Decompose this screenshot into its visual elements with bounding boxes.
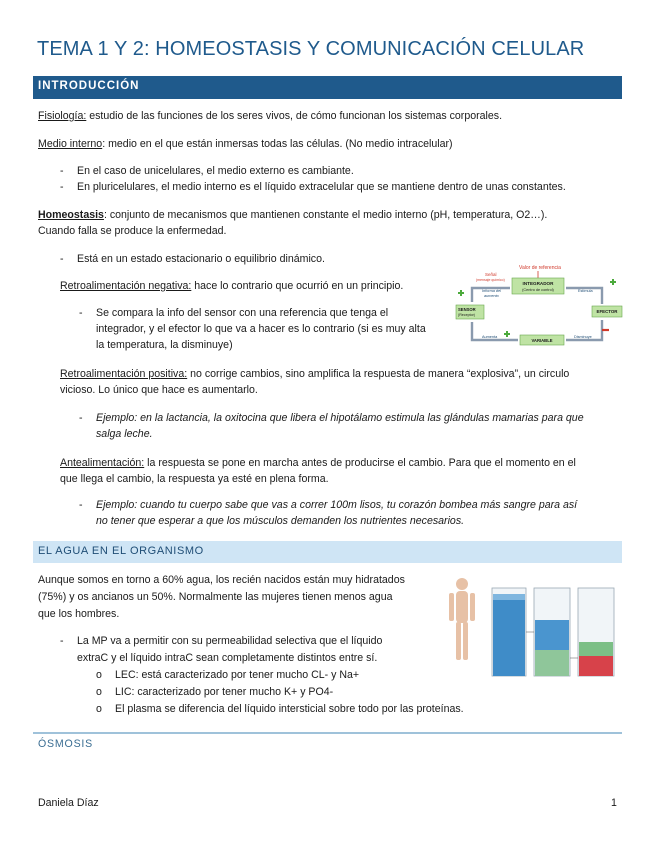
paragraph-antealimentacion: Antealimentación: la respuesta se pone en marcha antes de producirse el cambio. Para que el momento en el [60,457,576,469]
example-item: Ejemplo: cuando tu cuerpo sabe que vas a correr 100m lisos, tu corazón bombea más sangre para así [96,499,578,511]
list-item: Está en un estado estacionario o equilibrio dinámico. [77,253,325,265]
paragraph-medio-interno: Medio interno: medio en el que están inmersas todas las células. (No medio intracelular) [38,138,453,150]
beaker-1-icon [492,588,526,676]
paragraph-water-cont: que los hombres. [38,608,120,620]
paragraph-retro-negativa: Retroalimentación negativa: hace lo contrario que ocurrió en un principio. [60,280,404,292]
bullet-dash: - [79,412,83,424]
section-title: INTRODUCCIÓN [38,80,140,92]
divider [33,732,622,734]
list-item: integrador, y el efector lo que va a hacer es lo contrario (si es muy alta [96,323,426,335]
integrator-sublabel: (Centro de control) [522,288,554,292]
footer-author: Daniela Díaz [38,797,99,809]
integrator-label: INTEGRADOR [522,281,554,286]
list-item-cont: extraC y el líquido intraC sean completamente distintos entre sí. [77,652,378,664]
plus-icon [504,331,510,337]
paragraph-water-cont: (75%) y os ancianos un 50%. Normalmente las mujeres tienen menos agua [38,591,393,603]
paragraph-retro-positiva: Retroalimentación positiva: no corrige cambios, sino amplifica la respuesta de manera “explosiva”, un circulo [60,368,570,380]
circle-bullet: o [96,703,102,715]
example-item: Ejemplo: en la lactancia, la oxitocina que libera el hipotálamo estimula las glándulas mamarias para que [96,412,584,424]
decreases-label: Disminuye [574,335,592,339]
section-title: EL AGUA EN EL ORGANISMO [38,545,204,557]
paragraph-fisiologia: Fisiología: estudio de las funciones de los seres vivos, de cómo funcionan los sistemas corporales. [38,110,503,122]
plus-icon [610,279,616,285]
list-item: En el caso de unicelulares, el medio externo es cambiante. [77,165,354,177]
human-figure-icon [449,578,475,660]
bullet-dash: - [60,253,64,265]
sub-list-item: LIC: caracterizado por tener mucho K+ y PO4- [115,686,334,698]
example-item-cont: no tener que esperar a que los músculos demanden los nutrientes necesarios. [96,515,465,527]
paragraph-water: Aunque somos en torno a 60% agua, los recién nacidos están muy hidratados [38,574,405,586]
paragraph-homeostasis: Homeostasis: conjunto de mecanismos que mantienen constante el medio interno (pH, temperatura, O2…). [38,209,548,221]
section-title-osmosis: ÓSMOSIS [38,738,94,750]
sub-list-item: LEC: está caracterizado por tener mucho CL- y Na+ [115,669,360,681]
circle-bullet: o [96,669,102,681]
increases-label: Aumenta [482,335,498,339]
bullet-dash: - [79,499,83,511]
list-item: En pluricelulares, el medio interno es el líquido extracelular que se mantiene dentro de unas constantes. [77,181,566,193]
beaker-2-icon [534,588,570,676]
reference-value-label: Valor de referencia [519,265,561,271]
list-item: la temperatura, la disminuye) [96,339,233,351]
page-title: TEMA 1 Y 2: HOMEOSTASIS Y COMUNICACIÓN CELULAR [37,38,585,60]
plus-icon [458,290,464,296]
bullet-dash: - [60,165,64,177]
informs-sublabel: aumento [484,294,499,298]
list-item: Se compara la info del sensor con una referencia que tenga el [96,307,389,319]
list-item: La MP va a permitir con su permeabilidad selectiva que el líquido [77,635,383,647]
bullet-dash: - [60,635,64,647]
sensor-label: SENSOR [458,307,476,312]
bullet-dash: - [79,307,83,319]
circle-bullet: o [96,686,102,698]
effector-label: EFECTOR [596,309,618,314]
beaker-3-icon [578,588,614,676]
paragraph-antealimentacion-cont: que llega el cambio, la respuesta ya esté en plena forma. [60,473,329,485]
informs-label: Informa del [482,289,501,293]
feedback-loop-diagram [452,262,624,350]
example-item-cont: salga leche. [96,428,153,440]
bullet-dash: - [60,181,64,193]
signal-label: Señal [485,272,497,277]
sensor-sublabel: (Receptor) [458,313,475,317]
paragraph-retro-positiva-cont: vicioso. Lo único que hace es aumentarlo. [60,384,258,396]
variable-label: VARIABLE [531,338,553,343]
sub-list-item: El plasma se diferencia del líquido intersticial sobre todo por las proteínas. [115,703,464,715]
body-water-illustration [440,572,616,680]
signal-sublabel: (mensaje químico) [476,278,505,282]
section-header-water [33,541,622,563]
section-header-intro [33,76,622,99]
paragraph-homeostasis-cont: Cuando falla se produce la enfermedad. [38,225,227,237]
stimulates-label: Estimula [578,289,593,293]
page-number: 1 [611,797,617,809]
